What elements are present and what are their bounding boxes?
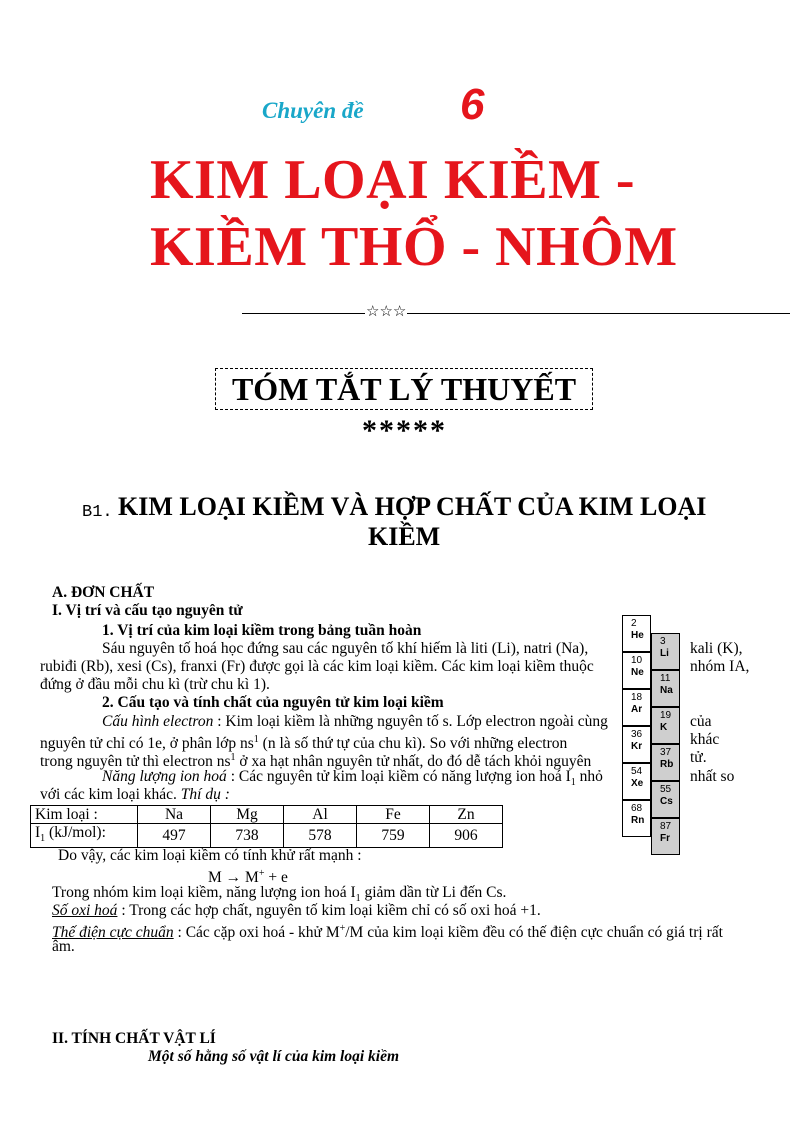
table-cell: Zn xyxy=(430,806,503,824)
conclusion-line: Do vậy, các kim loại kiềm có tính khử rất mạnh : xyxy=(58,847,362,864)
chuyen-de-label: Chuyên đề xyxy=(262,98,364,123)
chapter-number: 6 xyxy=(460,80,485,129)
element-cell: 37 Rb xyxy=(651,744,680,781)
table-cell: Mg xyxy=(211,806,284,824)
table-cell: 578 xyxy=(284,824,357,848)
element-cell: 68 Rn xyxy=(622,800,651,837)
section-title-line2: KIỀM xyxy=(368,522,441,551)
standard-potential-line2: âm. xyxy=(52,938,75,955)
heading-2: 2. Cấu tạo và tính chất của nguyên tử kim loại kiềm xyxy=(102,694,444,711)
table-cell: 759 xyxy=(357,824,430,848)
element-cell: 19 K xyxy=(651,707,680,744)
para1-line3: đứng ở đầu mỗi chu kì (trừ chu kì 1). xyxy=(40,676,270,693)
oxidation-equation: M → M+ + e xyxy=(208,868,288,887)
heading-ii: II. TÍNH CHẤT VẬT LÍ xyxy=(52,1030,216,1047)
standard-potential-line1: Thế điện cực chuẩn : Các cặp oxi hoá - khử M+/M của kim loại kiềm đều có thế điện cực chuẩn có giá trị rất xyxy=(52,923,723,942)
electron-config-line2-right: khác xyxy=(690,731,720,748)
para1-line1: Sáu nguyên tố hoá học đứng sau các nguyên tố khí hiếm là liti (Li), natri (Na), xyxy=(102,640,589,657)
chapter-title-line2: KIỀM THỔ - NHÔM xyxy=(150,216,678,278)
ionization-label: Năng lượng ion hoá xyxy=(102,768,227,785)
table-cell: Kim loại : xyxy=(31,806,138,824)
section-code: B1. xyxy=(82,503,113,522)
electron-config-line3: trong nguyên tử thì electron $ns^1$ ở xa hạt nhân nguyên tử nhất, do đó dễ tách khỏi nguyên xyxy=(40,752,592,771)
element-cell: 18 Ar xyxy=(622,689,651,726)
ionization-line2: với các kim loại khác. Thí dụ : xyxy=(40,786,230,803)
oxidation-state-line: Số oxi hoá : Trong các hợp chất, nguyên tố kim loại kiềm chỉ có số oxi hoá +1. xyxy=(52,902,541,919)
summary-heading: TÓM TẮT LÝ THUYẾT xyxy=(215,368,593,410)
ionization-energy-table xyxy=(30,805,503,848)
table-cell: 497 xyxy=(138,824,211,848)
electron-config-line3-right: tử. xyxy=(690,749,707,766)
divider-ornament: ☆☆☆ xyxy=(366,304,407,320)
element-cell: 54 Xe xyxy=(622,763,651,800)
physical-constants-caption: Một số hằng số vật lí của kim loại kiềm xyxy=(148,1048,400,1065)
para1-line2-right: nhóm IA, xyxy=(690,658,750,675)
element-cell: 11 Na xyxy=(651,670,680,707)
table-cell: 738 xyxy=(211,824,284,848)
electron-config-line1: Cấu hình electron : Kim loại kiềm là những nguyên tố s. Lớp electron ngoài cùng xyxy=(102,713,608,730)
ionization-line1: Năng lượng ion hoá : Các nguyên tử kim loại kiềm có năng lượng ion hoá $I_1$ nhỏ xyxy=(102,768,603,789)
table-cell: Al xyxy=(284,806,357,824)
heading-i: I. Vị trí và cấu tạo nguyên tử xyxy=(52,602,243,619)
table-row xyxy=(31,806,503,824)
header-divider xyxy=(242,313,790,314)
table-row xyxy=(31,824,503,848)
table-cell: Na xyxy=(138,806,211,824)
chapter-title-line1: KIM LOẠI KIỀM - xyxy=(150,149,636,211)
electron-config-line2: nguyên tử chỉ có 1e, ở phân lớp $ns^1$ (n là số thứ tự của chu kì). So với những electron xyxy=(40,734,568,753)
heading-1: 1. Vị trí của kim loại kiềm trong bảng tuần hoàn xyxy=(102,622,422,639)
heading-a: A. ĐƠN CHẤT xyxy=(52,584,155,601)
element-cell: 36 Kr xyxy=(622,726,651,763)
element-cell: 55 Cs xyxy=(651,781,680,818)
ionization-line1-right: nhất so xyxy=(690,768,735,785)
electron-config-label: Cấu hình electron xyxy=(102,713,214,730)
electron-config-line1-right: của xyxy=(690,713,712,730)
table-cell: 906 xyxy=(430,824,503,848)
element-cell: 10 Ne xyxy=(622,652,651,689)
para1-line1-right: kali (K), xyxy=(690,640,743,657)
element-cell: 3 Li xyxy=(651,633,680,670)
element-cell: 87 Fr xyxy=(651,818,680,855)
table-cell: $I_1$ (kJ/mol): xyxy=(31,824,138,848)
section-title-line1: KIM LOẠI KIỀM VÀ HỢP CHẤT CỦA KIM LOẠI xyxy=(118,492,707,521)
summary-stars: ***** xyxy=(362,414,447,447)
table-cell: Fe xyxy=(357,806,430,824)
para1-line2: rubiđi (Rb), xesi (Cs), franxi (Fr) được gọi là các kim loại kiềm. Các kim loại kiềm thuộc xyxy=(40,658,594,675)
element-cell: 2 He xyxy=(622,615,651,652)
trend-line: Trong nhóm kim loại kiềm, năng lượng ion hoá $I_1$ giảm dần từ Li đến Cs. xyxy=(52,884,507,905)
